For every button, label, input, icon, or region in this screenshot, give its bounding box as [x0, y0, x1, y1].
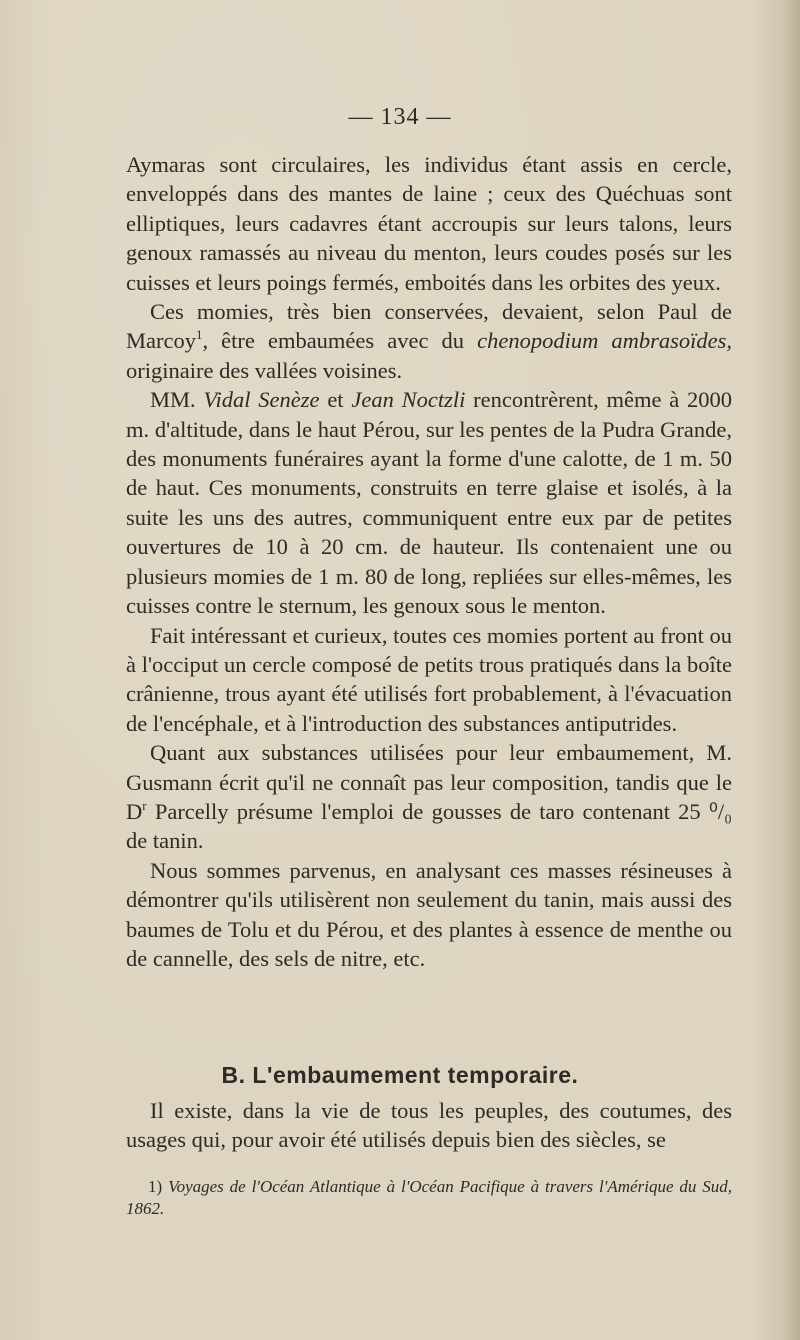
paragraph-4: Fait intéressant et curieux, toutes ces momies portent au front ou à l'occiput un cercle composé de petits trous pratiqués dans la boîte crânienne, trous ayant été utilisés fort probablement, à l'évacuation de l'encéphale, et à l'introduction des substances antiputrides. — [126, 622, 732, 736]
body-text — [126, 150, 732, 973]
percent-sign: ⁰/₀ — [708, 798, 733, 824]
paragraph-5-text-c: de tanin. — [126, 828, 204, 854]
doctor-abbrev: r — [142, 797, 147, 813]
page-number: — 134 — — [348, 104, 452, 130]
paragraph-6: Nous sommes parvenus, en analysant ces masses résineuses à démontrer qu'ils utilisèrent non seulement du tanin, mais aussi des baumes de Tolu et du Pérou, et des plantes à essence de menthe ou de cannelle, des sels de nitre, etc. — [126, 857, 732, 971]
paragraph-5-text-a: Quant aux substances utilisées pour leur embaumement, M. Gusmann écrit qu'il ne connaît pas leur composition, tandis que le D — [126, 740, 732, 824]
paragraph-5-text-b: Parcelly présume l'emploi de gousses de taro contenant 25 — [154, 798, 701, 824]
paragraph-3-text-c: rencontrèrent, même à 2000 m. d'altitude, dans le haut Pérou, sur les pentes de la Pudra Grande, des monuments funéraires ayant la forme d'une calotte, de 1 m. 50 de haut. Ces monuments, construits en terre glaise et isolés, à la suite les uns des autres, communiquent entre eux par de petites ouvertures de 10 à 20 cm. de hauteur. Ils contenaient une ou plusieurs momies de 1 m. 80 de long, repliées sur elles-mêmes, les cuisses contre le sternum, les genoux sous le menton. — [126, 387, 733, 619]
body-text-continued — [126, 1096, 732, 1155]
paragraph-7: Il existe, dans la vie de tous les peuples, des coutumes, des usages qui, pour avoir été utilisés depuis bien des siècles, se — [126, 1098, 732, 1153]
paragraph-2-text-a: Ces momies, très bien conservées, devaient, selon Paul de Marcoy — [126, 299, 732, 354]
footnote-ref: 1 — [195, 327, 203, 343]
footnote-citation: Voyages de l'Océan Atlantique à l'Océan Pacifique à travers l'Amérique du Sud, 1862. — [126, 1177, 732, 1218]
paragraph-3 — [126, 385, 732, 620]
paragraph-2-text-c: originaire des vallées voisines. — [126, 357, 403, 383]
footnote-marker: 1) — [148, 1177, 163, 1196]
paragraph-3-text-a: MM. — [150, 387, 196, 413]
paragraph-2 — [126, 297, 732, 385]
species-name: chenopodium ambrasoïdes, — [477, 328, 733, 354]
author-name-2: Jean Noctzli — [351, 387, 466, 413]
footnote — [126, 1176, 732, 1220]
author-name-1: Vidal Senèze — [203, 387, 320, 413]
paragraph-1: Aymaras sont circulaires, les individus étant assis en cercle, enveloppés dans des mantes de laine ; ceux des Quéchuas sont elliptiques, leurs cadavres étant accroupis sur leurs talons, leurs genoux ramassés au niveau du menton, leurs coudes posés sur les cuisses et leurs poings fermés, emboités dans les orbites des yeux. — [126, 152, 732, 295]
paragraph-3-text-b: et — [327, 387, 344, 413]
section-heading: B. L'embaumement temporaire. — [221, 1062, 579, 1088]
paragraph-2-text-b: , être embaumées avec du — [202, 328, 465, 354]
paragraph-5 — [126, 738, 732, 856]
